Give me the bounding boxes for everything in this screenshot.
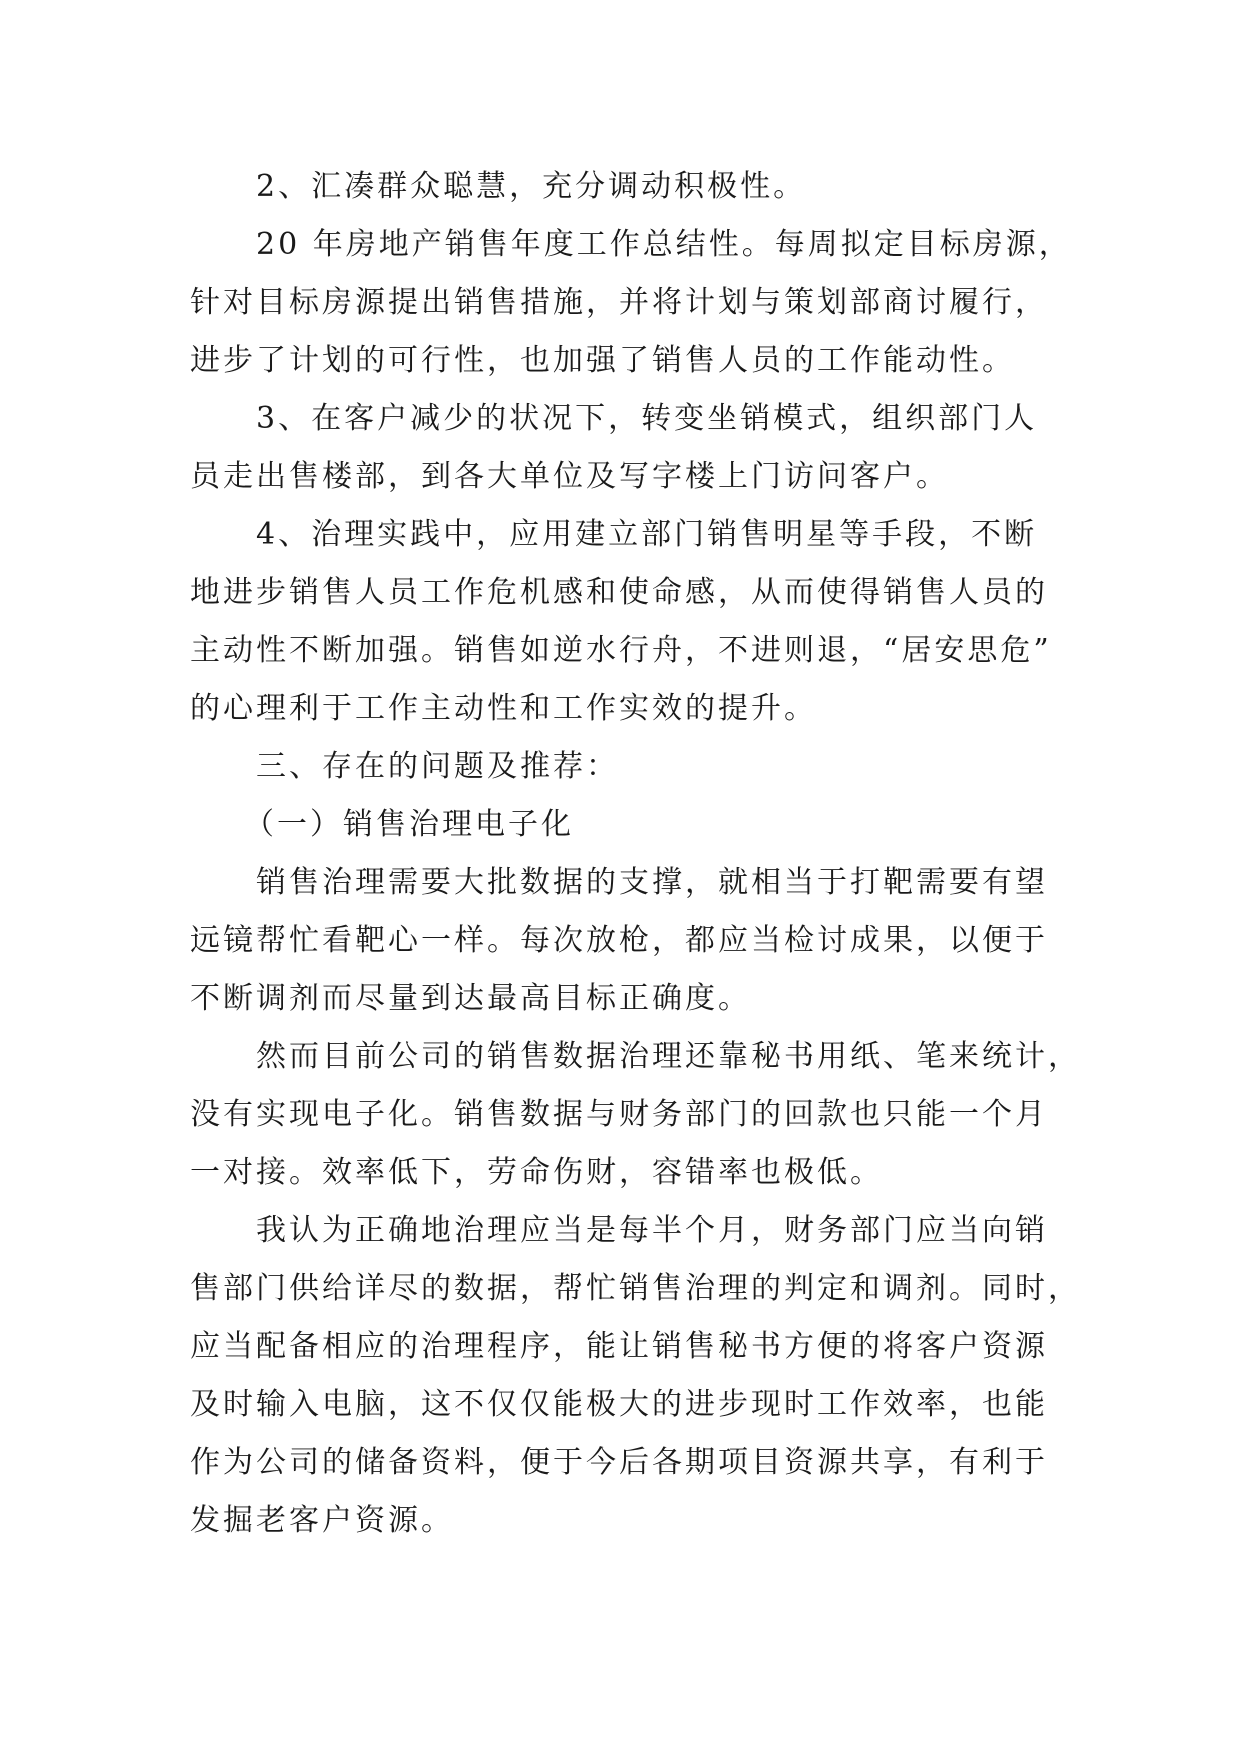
text-line: 三、存在的问题及推荐： [256,749,619,784]
text-line: 我认为正确地治理应当是每半个月，财务部门应当向销 [256,1213,1048,1248]
text-line: 2、汇凑群众聪慧，充分调动积极性。 [256,169,807,204]
text-line: 不断调剂而尽量到达最高目标正确度。 [190,981,751,1016]
text-line: 3、在客户减少的状况下，转变坐销模式，组织部门人 [256,401,1038,436]
paragraph-data-support [190,854,1070,1028]
text-line: 针对目标房源提出销售措施，并将计划与策划部商讨履行， [190,285,1048,320]
text-line: 20 年房地产销售年度工作总结性。每周拟定目标房源， [256,227,1072,262]
text-line: 及时输入电脑，这不仅仅能极大的进步现时工作效率，也能 [190,1387,1048,1422]
subsection-heading-digitization [190,796,1070,854]
text-line: 进步了计划的可行性，也加强了销售人员的工作能动性。 [190,343,1015,378]
text-line: 的心理利于工作主动性和工作实效的提升。 [190,691,817,726]
paragraph-point-2 [190,158,1070,216]
text-line: 没有实现电子化。销售数据与财务部门的回款也只能一个月 [190,1097,1048,1132]
text-line: 应当配备相应的治理程序，能让销售秘书方便的将客户资源 [190,1329,1048,1364]
text-line: 主动性不断加强。销售如逆水行舟，不进则退，“居安思危” [190,633,1052,668]
paragraph-weekly-target [190,216,1070,390]
text-line: 销售治理需要大批数据的支撑，就相当于打靶需要有望 [256,865,1048,900]
text-line: 售部门供给详尽的数据，帮忙销售治理的判定和调剂。同时， [190,1271,1081,1306]
text-line: 远镜帮忙看靶心一样。每次放枪，都应当检讨成果，以便于 [190,923,1048,958]
paragraph-current-status [190,1028,1081,1202]
text-line: 员走出售楼部，到各大单位及写字楼上门访问客户。 [190,459,949,494]
text-line: 地进步销售人员工作危机感和使命感，从而使得销售人员的 [190,575,1048,610]
text-line: 4、治理实践中，应用建立部门销售明星等手段，不断 [256,517,1038,552]
text-line: 一对接。效率低下，劳命伤财，容错率也极低。 [190,1155,883,1190]
paragraph-point-3 [190,390,1070,506]
paragraph-recommendation [190,1202,1081,1550]
paragraph-point-4 [190,506,1070,738]
document-page [190,158,1081,1550]
section-heading-problems [190,738,1070,796]
text-line: 作为公司的储备资料，便于今后各期项目资源共享，有利于 [190,1445,1048,1480]
text-line: 发掘老客户资源。 [190,1503,454,1538]
text-line: 然而目前公司的销售数据治理还靠秘书用纸、笔来统计， [256,1039,1081,1074]
text-line: （一）销售治理电子化 [244,807,574,842]
